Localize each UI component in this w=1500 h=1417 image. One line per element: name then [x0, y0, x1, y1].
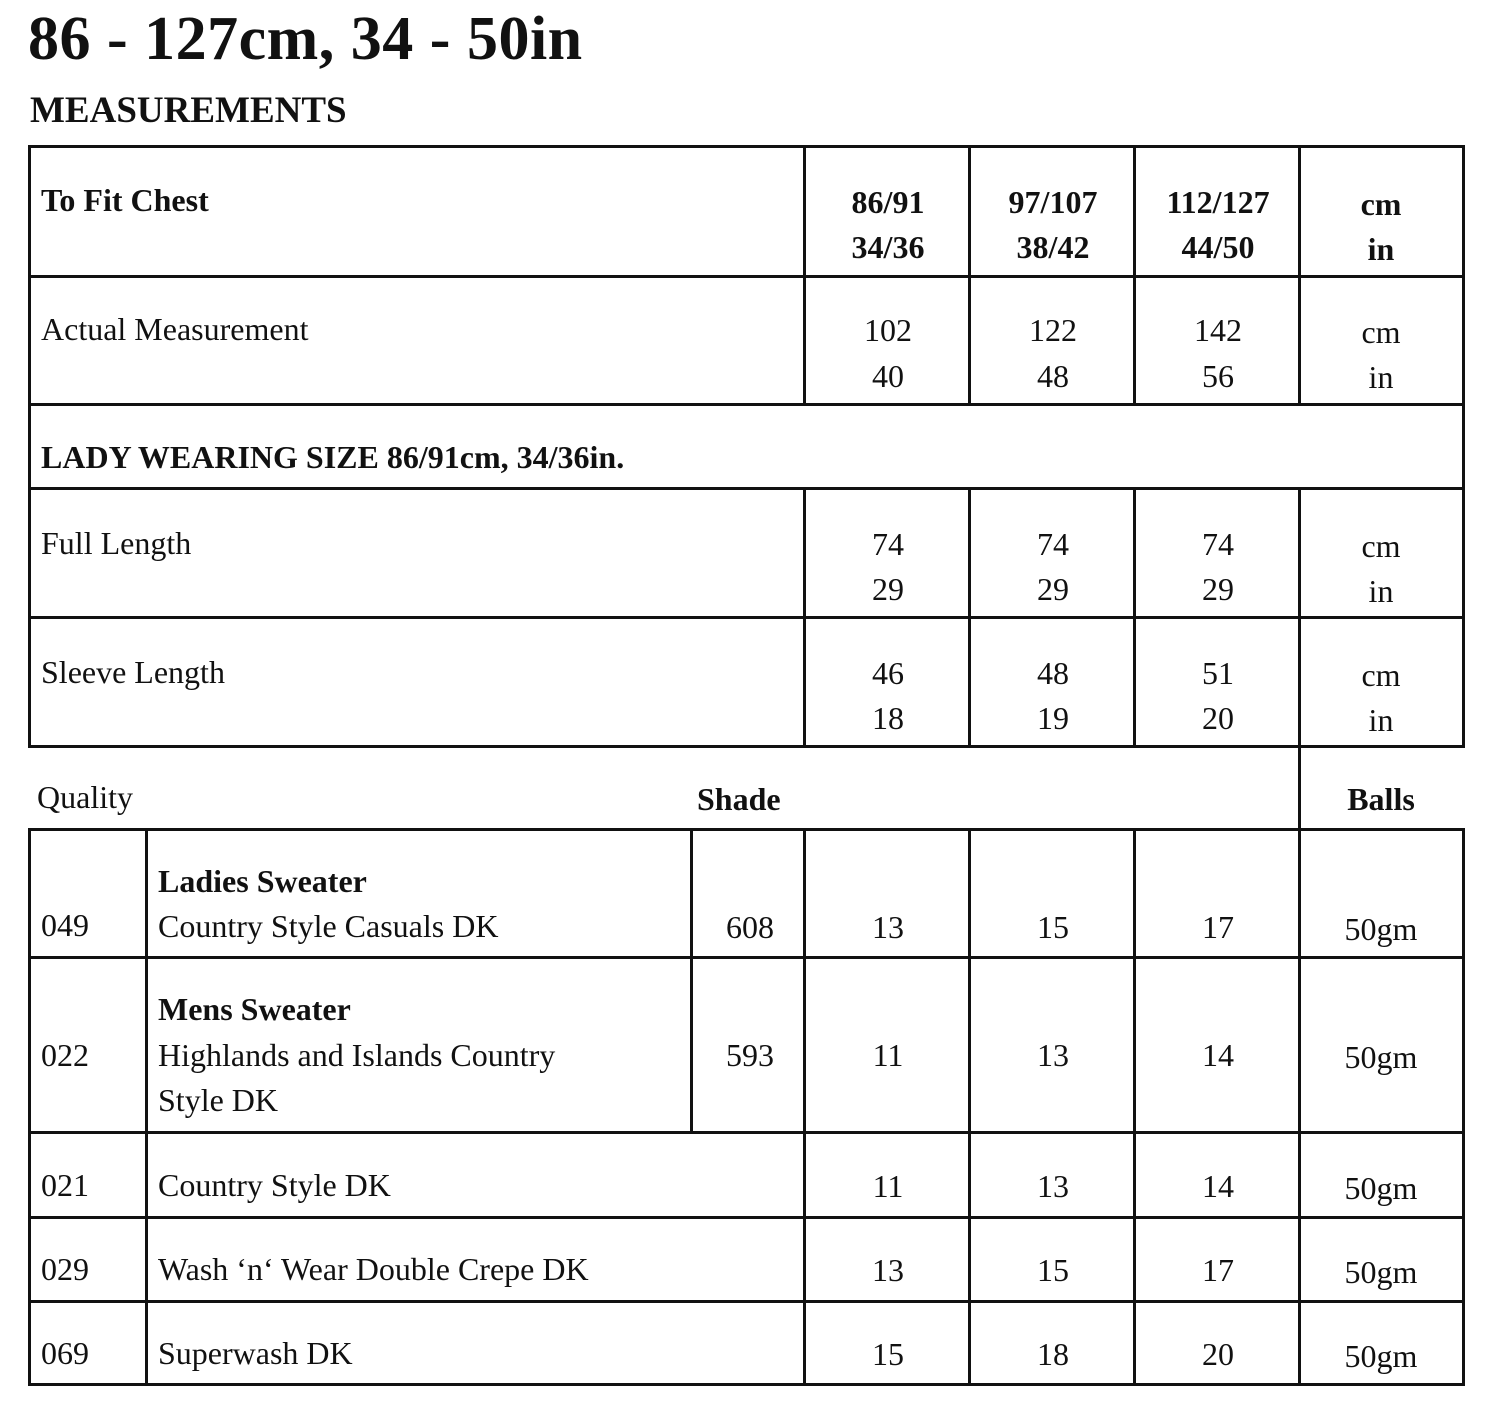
unit-cm: cm — [1361, 528, 1401, 564]
sleeve-length-label: Sleeve Length — [41, 654, 225, 690]
unit-in: in — [1368, 359, 1394, 395]
yarn-shade: 593 — [726, 1037, 774, 1073]
sleeve-length-in-1: 18 — [872, 700, 904, 736]
yarn-balls-2: 15 — [1037, 1252, 1069, 1288]
yarn-balls-2: 15 — [1037, 909, 1069, 945]
yarn-balls-2: 13 — [1037, 1037, 1069, 1073]
yarn-balls-1: 13 — [872, 909, 904, 945]
measurements-table — [28, 145, 1465, 748]
column-divider — [1298, 831, 1301, 1383]
full-length-cm-1: 74 — [872, 526, 904, 562]
yarn-name-continued: Style DK — [158, 1082, 278, 1118]
column-divider — [690, 831, 693, 1131]
yarn-code: 069 — [41, 1335, 89, 1371]
column-divider — [1133, 831, 1136, 1383]
yarn-name: Country Style DK — [158, 1167, 391, 1203]
unit-in: in — [1367, 231, 1395, 267]
full-length-cm-2: 74 — [1037, 526, 1069, 562]
yarn-balls-3: 14 — [1202, 1168, 1234, 1204]
yarn-weight: 50gm — [1344, 911, 1418, 947]
yarn-title: Mens Sweater — [158, 991, 351, 1027]
yarn-code: 029 — [41, 1251, 89, 1287]
actual-in-3: 56 — [1202, 358, 1234, 394]
size-1-in: 34/36 — [851, 229, 925, 265]
column-divider — [145, 831, 148, 1383]
row-divider — [31, 275, 1462, 278]
yarn-balls-3: 17 — [1202, 909, 1234, 945]
yarn-header-balls-divider — [1298, 745, 1301, 831]
yarn-name: Wash ‘n‘ Wear Double Crepe DK — [158, 1251, 589, 1287]
section-heading: MEASUREMENTS — [30, 90, 347, 131]
full-length-in-1: 29 — [872, 571, 904, 607]
yarn-balls-2: 13 — [1037, 1168, 1069, 1204]
yarn-title: Ladies Sweater — [158, 863, 367, 899]
yarn-balls-1: 13 — [872, 1252, 904, 1288]
yarn-code: 022 — [41, 1037, 89, 1073]
full-length-in-3: 29 — [1202, 571, 1234, 607]
unit-in: in — [1368, 702, 1394, 738]
yarn-code: 021 — [41, 1167, 89, 1203]
column-divider — [968, 831, 971, 1383]
yarn-shade: 608 — [726, 909, 774, 945]
actual-cm-2: 122 — [1029, 312, 1077, 348]
full-length-cm-3: 74 — [1202, 526, 1234, 562]
sleeve-length-cm-2: 48 — [1037, 655, 1069, 691]
unit-cm: cm — [1361, 314, 1401, 350]
row-divider — [31, 956, 1462, 959]
actual-cm-3: 142 — [1194, 312, 1242, 348]
column-divider — [803, 148, 806, 403]
sleeve-length-cm-3: 51 — [1202, 655, 1234, 691]
row-divider — [31, 487, 1462, 490]
yarn-code: 049 — [41, 907, 89, 943]
yarn-weight: 50gm — [1344, 1338, 1418, 1374]
quality-header: Quality — [37, 779, 133, 815]
sleeve-length-in-3: 20 — [1202, 700, 1234, 736]
full-length-in-2: 29 — [1037, 571, 1069, 607]
actual-measurement-label: Actual Measurement — [41, 311, 309, 347]
sleeve-length-in-2: 19 — [1037, 700, 1069, 736]
actual-in-2: 48 — [1037, 358, 1069, 394]
size-2-in: 38/42 — [1016, 229, 1090, 265]
yarn-weight: 50gm — [1344, 1170, 1418, 1206]
column-divider — [803, 831, 806, 1383]
column-divider — [803, 487, 806, 745]
yarn-balls-3: 17 — [1202, 1252, 1234, 1288]
column-divider — [1133, 487, 1136, 745]
sleeve-length-cm-1: 46 — [872, 655, 904, 691]
yarn-name: Superwash DK — [158, 1335, 353, 1371]
yarn-balls-1: 11 — [872, 1037, 904, 1073]
column-divider — [1298, 487, 1301, 745]
column-divider — [968, 487, 971, 745]
yarn-balls-1: 11 — [872, 1168, 904, 1204]
full-length-label: Full Length — [41, 525, 192, 561]
yarn-balls-1: 15 — [872, 1336, 904, 1372]
size-2-cm: 97/107 — [1008, 184, 1098, 220]
row-divider — [31, 616, 1462, 619]
actual-cm-1: 102 — [864, 312, 912, 348]
yarn-weight: 50gm — [1344, 1254, 1418, 1290]
column-divider — [1298, 148, 1301, 403]
yarn-weight: 50gm — [1344, 1039, 1418, 1075]
unit-cm: cm — [1361, 657, 1401, 693]
size-1-cm: 86/91 — [851, 184, 925, 220]
unit-cm: cm — [1360, 186, 1402, 222]
yarn-balls-3: 14 — [1202, 1037, 1234, 1073]
row-divider — [31, 1131, 1462, 1134]
row-divider — [31, 1300, 1462, 1303]
unit-in: in — [1368, 573, 1394, 609]
shade-header: Shade — [697, 781, 781, 817]
yarn-name: Highlands and Islands Country — [158, 1037, 556, 1073]
yarn-table — [28, 828, 1465, 1386]
column-divider — [1133, 148, 1136, 403]
lady-wearing-note: LADY WEARING SIZE 86/91cm, 34/36in. — [41, 439, 625, 475]
yarn-balls-3: 20 — [1202, 1336, 1234, 1372]
size-3-in: 44/50 — [1181, 229, 1255, 265]
yarn-balls-2: 18 — [1037, 1336, 1069, 1372]
page-title: 86 - 127cm, 34 - 50in — [28, 5, 583, 73]
yarn-name: Country Style Casuals DK — [158, 908, 499, 944]
column-divider — [968, 148, 971, 403]
actual-in-1: 40 — [872, 358, 904, 394]
balls-header: Balls — [1347, 781, 1415, 817]
size-3-cm: 112/127 — [1166, 184, 1270, 220]
chest-label: To Fit Chest — [41, 182, 209, 218]
row-divider — [31, 403, 1462, 406]
row-divider — [31, 1216, 1462, 1219]
